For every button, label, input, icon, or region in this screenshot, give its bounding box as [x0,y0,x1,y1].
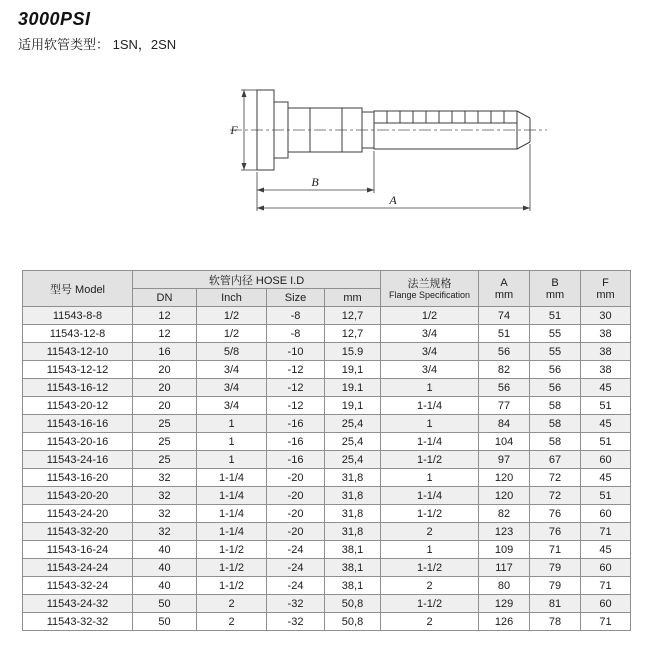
cell-dn: 32 [133,505,197,523]
cell-b: 72 [530,469,581,487]
cell-a: 82 [479,505,530,523]
cell-f: 60 [581,451,631,469]
cell-f: 71 [581,613,631,631]
cell-f: 38 [581,343,631,361]
cell-a: 56 [479,343,530,361]
header-b [530,271,581,307]
cell-inch: 5/8 [197,343,267,361]
cell-mm: 38,1 [325,559,381,577]
table-row [23,469,631,487]
cell-flange: 1-1/4 [381,433,479,451]
cell-a: 51 [479,325,530,343]
cell-mm: 38,1 [325,541,381,559]
cell-mm: 31,8 [325,469,381,487]
cell-flange: 1 [381,415,479,433]
cell-size: -24 [267,577,325,595]
cell-size: -12 [267,379,325,397]
table-row [23,415,631,433]
cell-f: 38 [581,361,631,379]
table-row [23,451,631,469]
cell-model: 11543-16-20 [23,469,133,487]
cell-mm: 19.1 [325,379,381,397]
cell-inch: 1-1/2 [197,559,267,577]
cell-b: 51 [530,307,581,325]
cell-b: 79 [530,559,581,577]
cell-size: -32 [267,613,325,631]
header-model: 型号 Model [23,271,133,307]
spec-table [22,270,631,631]
cell-a: 126 [479,613,530,631]
cell-size: -12 [267,361,325,379]
cell-flange: 1-1/2 [381,595,479,613]
cell-model: 11543-32-32 [23,613,133,631]
cell-inch: 1-1/2 [197,541,267,559]
cell-f: 51 [581,433,631,451]
cell-flange: 1-1/2 [381,451,479,469]
cell-a: 56 [479,379,530,397]
cell-f: 60 [581,559,631,577]
cell-model: 11543-12-12 [23,361,133,379]
cell-inch: 1-1/4 [197,469,267,487]
table-row [23,397,631,415]
cell-model: 11543-8-8 [23,307,133,325]
cell-b: 55 [530,343,581,361]
cell-inch: 2 [197,613,267,631]
table-row [23,433,631,451]
cell-dn: 32 [133,523,197,541]
cell-dn: 40 [133,577,197,595]
table-row [23,325,631,343]
cell-mm: 25,4 [325,433,381,451]
cell-inch: 1 [197,451,267,469]
dim-label-b: B [311,175,319,189]
cell-f: 51 [581,487,631,505]
cell-flange: 2 [381,613,479,631]
cell-b: 76 [530,505,581,523]
cell-f: 71 [581,523,631,541]
cell-size: -10 [267,343,325,361]
header-size: Size [267,289,325,307]
cell-model: 11543-24-16 [23,451,133,469]
cell-mm: 12,7 [325,325,381,343]
fitting-technical-drawing [222,78,652,218]
cell-a: 97 [479,451,530,469]
cell-inch: 1 [197,433,267,451]
cell-size: -20 [267,469,325,487]
cell-model: 11543-16-24 [23,541,133,559]
cell-dn: 20 [133,397,197,415]
cell-dn: 16 [133,343,197,361]
table-row [23,559,631,577]
spec-table-head [23,271,631,307]
cell-inch: 1/2 [197,325,267,343]
cell-model: 11543-16-16 [23,415,133,433]
cell-a: 104 [479,433,530,451]
table-row [23,577,631,595]
cell-dn: 50 [133,595,197,613]
cell-mm: 31,8 [325,523,381,541]
cell-dn: 50 [133,613,197,631]
cell-mm: 19,1 [325,397,381,415]
cell-a: 84 [479,415,530,433]
cell-size: -32 [267,595,325,613]
header-a-unit: mm [494,288,514,301]
cell-model: 11543-24-24 [23,559,133,577]
cell-dn: 32 [133,487,197,505]
cell-b: 55 [530,325,581,343]
header-mm: mm [325,289,381,307]
header-flange-en: Flange Specification [389,289,471,300]
cell-flange: 2 [381,523,479,541]
cell-a: 80 [479,577,530,595]
header-a-letter: A [500,276,508,289]
cell-size: -16 [267,415,325,433]
header-hose-id: 软管内径 HOSE I.D [133,271,381,289]
cell-b: 58 [530,397,581,415]
cell-inch: 3/4 [197,379,267,397]
cell-dn: 25 [133,415,197,433]
header-b-letter: B [551,276,559,289]
cell-mm: 31,8 [325,487,381,505]
cell-model: 11543-32-24 [23,577,133,595]
cell-mm: 50,8 [325,613,381,631]
dim-label-a: A [389,193,397,207]
cell-dn: 32 [133,469,197,487]
table-row [23,523,631,541]
cell-f: 45 [581,415,631,433]
cell-a: 120 [479,487,530,505]
cell-f: 38 [581,325,631,343]
header-inch: Inch [197,289,267,307]
cell-f: 45 [581,469,631,487]
cell-mm: 31,8 [325,505,381,523]
cell-size: -24 [267,559,325,577]
cell-inch: 1-1/4 [197,487,267,505]
cell-b: 56 [530,361,581,379]
cell-mm: 15.9 [325,343,381,361]
table-row [23,505,631,523]
hose-type-subtitle: 适用软管类型： 1SN，2SN [18,37,177,52]
cell-b: 58 [530,433,581,451]
table-row [23,613,631,631]
cell-f: 45 [581,379,631,397]
cell-size: -16 [267,433,325,451]
cell-flange: 1 [381,469,479,487]
cell-b: 58 [530,415,581,433]
cell-model: 11543-24-32 [23,595,133,613]
cell-model: 11543-20-16 [23,433,133,451]
cell-inch: 3/4 [197,397,267,415]
cell-mm: 19,1 [325,361,381,379]
header-b-unit: mm [545,288,565,301]
cell-inch: 1-1/4 [197,505,267,523]
header-flange-cn: 法兰规格 [407,277,452,290]
header-a [479,271,530,307]
cell-b: 67 [530,451,581,469]
cell-inch: 3/4 [197,361,267,379]
cell-flange: 1 [381,379,479,397]
cell-dn: 25 [133,451,197,469]
cell-size: -8 [267,307,325,325]
cell-flange: 1-1/2 [381,505,479,523]
header-f [581,271,631,307]
cell-size: -16 [267,451,325,469]
dimension-lines [241,90,530,211]
cell-dn: 40 [133,541,197,559]
cell-f: 30 [581,307,631,325]
cell-size: -20 [267,523,325,541]
cell-b: 81 [530,595,581,613]
cell-flange: 3/4 [381,361,479,379]
cell-a: 129 [479,595,530,613]
cell-size: -24 [267,541,325,559]
spec-table-body [23,307,631,631]
cell-f: 60 [581,595,631,613]
cell-flange: 3/4 [381,343,479,361]
cell-model: 11543-16-12 [23,379,133,397]
table-row [23,307,631,325]
cell-size: -8 [267,325,325,343]
cell-model: 11543-20-12 [23,397,133,415]
cell-inch: 1-1/4 [197,523,267,541]
cell-inch: 1-1/2 [197,577,267,595]
cell-inch: 1 [197,415,267,433]
cell-model: 11543-20-20 [23,487,133,505]
cell-flange: 1-1/4 [381,487,479,505]
cell-size: -20 [267,487,325,505]
cell-f: 71 [581,577,631,595]
cell-model: 11543-32-20 [23,523,133,541]
cell-f: 60 [581,505,631,523]
cell-size: -20 [267,505,325,523]
cell-b: 56 [530,379,581,397]
cell-a: 109 [479,541,530,559]
cell-b: 78 [530,613,581,631]
header-row-1 [23,271,631,289]
header-f-unit: mm [596,288,615,301]
cell-b: 79 [530,577,581,595]
cell-flange: 1-1/4 [381,397,479,415]
cell-mm: 38,1 [325,577,381,595]
cell-dn: 20 [133,379,197,397]
cell-size: -12 [267,397,325,415]
dimension-arrowheads [242,90,531,211]
cell-model: 11543-12-8 [23,325,133,343]
cell-mm: 25,4 [325,415,381,433]
cell-f: 51 [581,397,631,415]
cell-flange: 1 [381,541,479,559]
cell-flange: 1/2 [381,307,479,325]
table-row [23,487,631,505]
cell-inch: 1/2 [197,307,267,325]
cell-a: 74 [479,307,530,325]
dim-label-f: F [230,123,238,137]
cell-mm: 12,7 [325,307,381,325]
cell-flange: 2 [381,577,479,595]
cell-flange: 3/4 [381,325,479,343]
cell-b: 71 [530,541,581,559]
cell-model: 11543-12-10 [23,343,133,361]
cell-a: 120 [479,469,530,487]
cell-f: 45 [581,541,631,559]
header-f-letter: F [602,276,609,289]
page-title: 3000PSI [18,9,91,29]
cell-mm: 25,4 [325,451,381,469]
cell-mm: 50,8 [325,595,381,613]
table-row [23,541,631,559]
cell-dn: 25 [133,433,197,451]
cell-dn: 40 [133,559,197,577]
header-dn: DN [133,289,197,307]
cell-b: 76 [530,523,581,541]
cell-a: 77 [479,397,530,415]
table-row [23,343,631,361]
cell-dn: 20 [133,361,197,379]
cell-a: 82 [479,361,530,379]
table-row [23,595,631,613]
table-row [23,379,631,397]
cell-a: 123 [479,523,530,541]
cell-b: 72 [530,487,581,505]
cell-dn: 12 [133,307,197,325]
cell-inch: 2 [197,595,267,613]
cell-a: 117 [479,559,530,577]
cell-dn: 12 [133,325,197,343]
table-row [23,361,631,379]
cell-model: 11543-24-20 [23,505,133,523]
header-flange-spec [381,271,479,307]
cell-flange: 1-1/2 [381,559,479,577]
